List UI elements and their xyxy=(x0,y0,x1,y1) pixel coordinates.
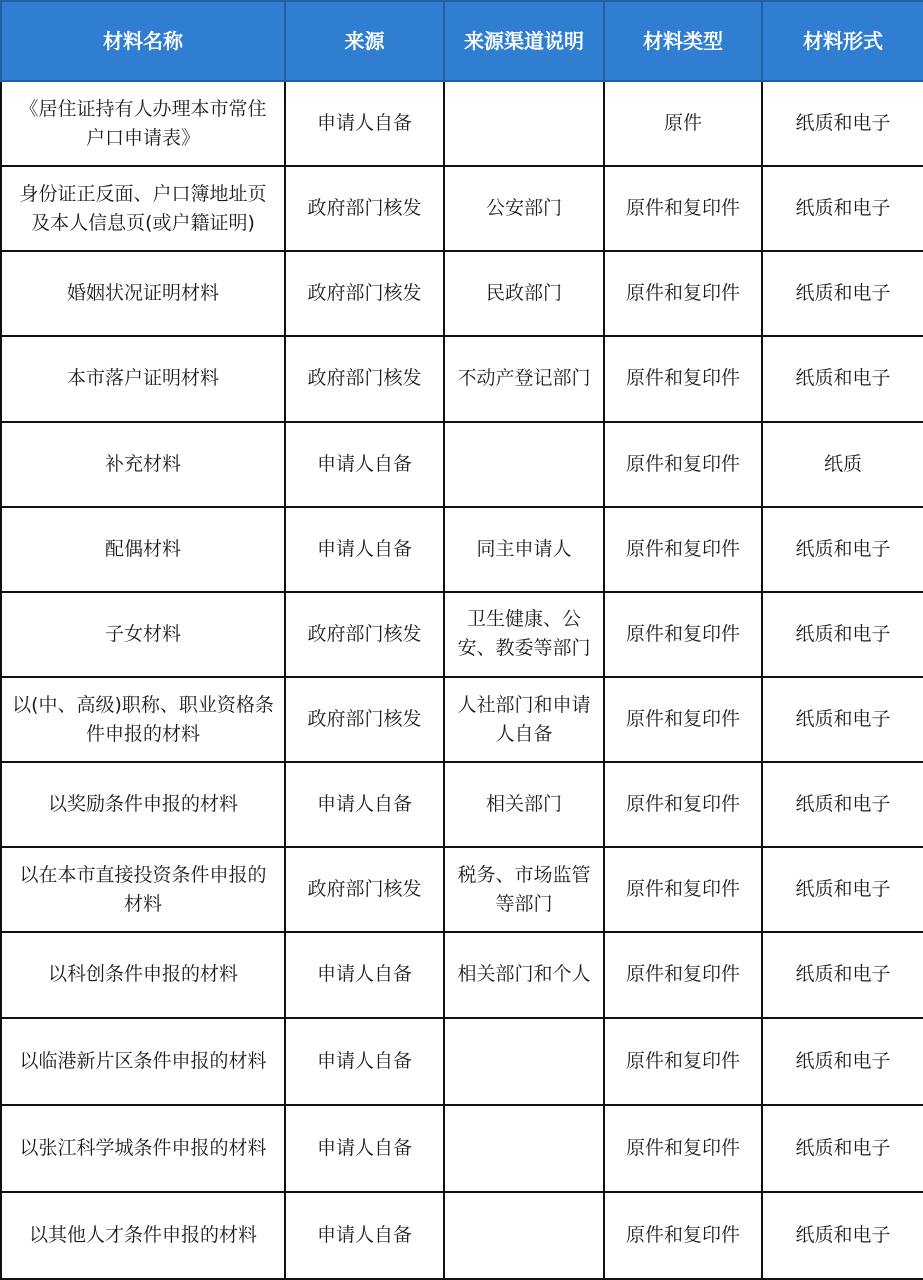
cell-material-name: 身份证正反面、户口簿地址页及本人信息页(或户籍证明) xyxy=(1,166,285,251)
cell-source: 政府部门核发 xyxy=(285,847,444,932)
cell-source: 政府部门核发 xyxy=(285,336,444,421)
table-row xyxy=(1,592,923,677)
cell-material-type: 原件和复印件 xyxy=(604,932,762,1017)
cell-source-channel: 相关部门 xyxy=(444,762,604,847)
cell-source: 申请人自备 xyxy=(285,422,444,507)
cell-source-channel xyxy=(444,81,604,166)
cell-material-type: 原件和复印件 xyxy=(604,251,762,336)
cell-material-type: 原件和复印件 xyxy=(604,336,762,421)
table-row xyxy=(1,847,923,932)
cell-material-type: 原件和复印件 xyxy=(604,1105,762,1192)
cell-source-channel: 不动产登记部门 xyxy=(444,336,604,421)
cell-material-type: 原件和复印件 xyxy=(604,1192,762,1279)
cell-source-channel xyxy=(444,422,604,507)
cell-material-name: 以科创条件申报的材料 xyxy=(1,932,285,1017)
cell-source-channel: 公安部门 xyxy=(444,166,604,251)
cell-material-type: 原件和复印件 xyxy=(604,847,762,932)
cell-material-form: 纸质和电子 xyxy=(762,81,923,166)
header-source: 来源 xyxy=(285,1,444,81)
cell-material-type: 原件和复印件 xyxy=(604,762,762,847)
header-material-name: 材料名称 xyxy=(1,1,285,81)
table-row xyxy=(1,507,923,592)
cell-material-name: 《居住证持有人办理本市常住户口申请表》 xyxy=(1,81,285,166)
cell-material-name: 子女材料 xyxy=(1,592,285,677)
cell-source: 政府部门核发 xyxy=(285,592,444,677)
cell-material-form: 纸质和电子 xyxy=(762,251,923,336)
cell-material-name: 以奖励条件申报的材料 xyxy=(1,762,285,847)
table-row xyxy=(1,1105,923,1192)
table-row xyxy=(1,81,923,166)
cell-source: 申请人自备 xyxy=(285,81,444,166)
cell-material-form: 纸质和电子 xyxy=(762,847,923,932)
cell-material-name: 以张江科学城条件申报的材料 xyxy=(1,1105,285,1192)
cell-material-type: 原件和复印件 xyxy=(604,507,762,592)
cell-material-name: 补充材料 xyxy=(1,422,285,507)
cell-material-form: 纸质和电子 xyxy=(762,1105,923,1192)
cell-material-name: 配偶材料 xyxy=(1,507,285,592)
cell-material-type: 原件和复印件 xyxy=(604,1018,762,1105)
cell-material-form: 纸质 xyxy=(762,422,923,507)
cell-source: 申请人自备 xyxy=(285,1192,444,1279)
cell-source: 政府部门核发 xyxy=(285,677,444,762)
cell-source: 申请人自备 xyxy=(285,1018,444,1105)
cell-source-channel: 税务、市场监管等部门 xyxy=(444,847,604,932)
cell-source-channel: 相关部门和个人 xyxy=(444,932,604,1017)
table-row xyxy=(1,422,923,507)
cell-material-name: 以(中、高级)职称、职业资格条件申报的材料 xyxy=(1,677,285,762)
cell-source: 政府部门核发 xyxy=(285,166,444,251)
cell-material-name: 以在本市直接投资条件申报的材料 xyxy=(1,847,285,932)
cell-material-name: 婚姻状况证明材料 xyxy=(1,251,285,336)
cell-material-form: 纸质和电子 xyxy=(762,762,923,847)
header-row xyxy=(1,1,923,81)
cell-material-name: 本市落户证明材料 xyxy=(1,336,285,421)
cell-material-type: 原件和复印件 xyxy=(604,422,762,507)
cell-source-channel: 卫生健康、公安、教委等部门 xyxy=(444,592,604,677)
cell-material-name: 以临港新片区条件申报的材料 xyxy=(1,1018,285,1105)
cell-source-channel: 人社部门和申请人自备 xyxy=(444,677,604,762)
header-material-type: 材料类型 xyxy=(604,1,762,81)
cell-material-type: 原件 xyxy=(604,81,762,166)
cell-material-name: 以其他人才条件申报的材料 xyxy=(1,1192,285,1279)
cell-material-type: 原件和复印件 xyxy=(604,677,762,762)
cell-source: 申请人自备 xyxy=(285,932,444,1017)
cell-source: 申请人自备 xyxy=(285,507,444,592)
table-row xyxy=(1,677,923,762)
table-row xyxy=(1,251,923,336)
cell-material-form: 纸质和电子 xyxy=(762,166,923,251)
cell-material-form: 纸质和电子 xyxy=(762,1192,923,1279)
table-header xyxy=(1,1,923,81)
cell-source-channel: 同主申请人 xyxy=(444,507,604,592)
table-row xyxy=(1,166,923,251)
cell-material-form: 纸质和电子 xyxy=(762,592,923,677)
cell-material-form: 纸质和电子 xyxy=(762,507,923,592)
table-row xyxy=(1,336,923,421)
cell-source: 申请人自备 xyxy=(285,1105,444,1192)
table-row xyxy=(1,1018,923,1105)
cell-source: 政府部门核发 xyxy=(285,251,444,336)
table-body xyxy=(1,81,923,1279)
cell-source-channel: 民政部门 xyxy=(444,251,604,336)
table-row xyxy=(1,1192,923,1279)
cell-source-channel xyxy=(444,1018,604,1105)
cell-material-type: 原件和复印件 xyxy=(604,592,762,677)
header-material-form: 材料形式 xyxy=(762,1,923,81)
header-source-channel: 来源渠道说明 xyxy=(444,1,604,81)
cell-material-form: 纸质和电子 xyxy=(762,336,923,421)
table-row xyxy=(1,932,923,1017)
table-row xyxy=(1,762,923,847)
cell-material-form: 纸质和电子 xyxy=(762,932,923,1017)
cell-material-form: 纸质和电子 xyxy=(762,677,923,762)
cell-material-type: 原件和复印件 xyxy=(604,166,762,251)
cell-source-channel xyxy=(444,1192,604,1279)
cell-material-form: 纸质和电子 xyxy=(762,1018,923,1105)
cell-source-channel xyxy=(444,1105,604,1192)
cell-source: 申请人自备 xyxy=(285,762,444,847)
